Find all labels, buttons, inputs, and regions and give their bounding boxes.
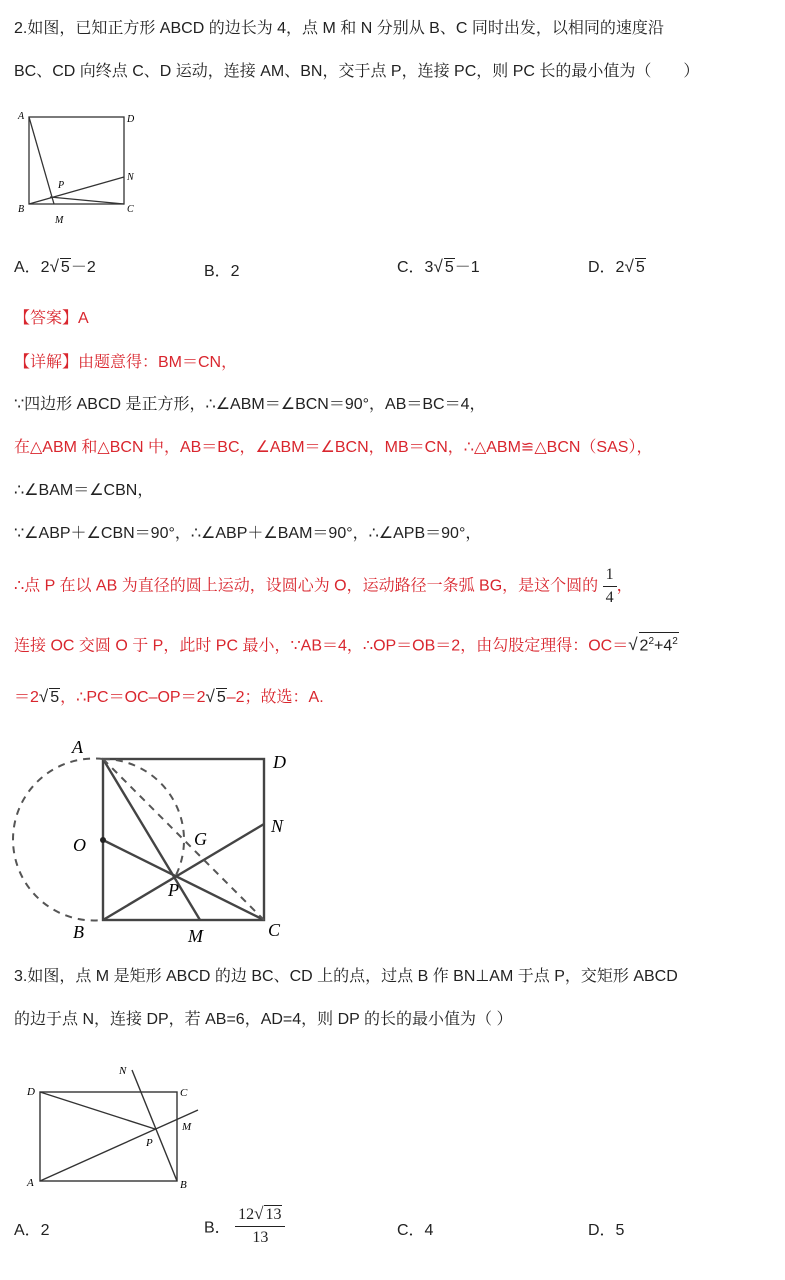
q2-fig-label-m: M [55, 215, 64, 226]
q2-option-b: B．2 [204, 263, 240, 280]
q2-answer: 【答案】A [14, 310, 89, 327]
q2-stem-line1: 2.如图，已知正方形 ABCD 的边长为 4，点 M 和 N 分别从 B、C 同时出发，以相同的速度沿 [14, 20, 664, 37]
q3-stem-line1: 3.如图，点 M 是矩形 ABCD 的边 BC、CD 上的点，过点 B 作 BN⊥AM 于点 P，交矩形 ABCD [14, 968, 678, 985]
q3-fig-label-n: N [119, 1065, 127, 1077]
center-o-dot [100, 837, 106, 843]
q3-fig-label-m: M [182, 1121, 192, 1133]
q2-fig2-label-a: A [72, 737, 83, 757]
q2-detail-line4: ∴∠BAM＝∠CBN， [14, 482, 154, 499]
q3-fig-label-a: A [27, 1177, 34, 1189]
q2-option-d: D．2√ 5 [588, 257, 645, 276]
q3-fig-label-c: C [180, 1087, 188, 1099]
q3-option-a: A．2 [14, 1222, 50, 1239]
q2-fig-label-p: P [58, 180, 65, 191]
q3-option-d: D．5 [588, 1222, 625, 1239]
q2-detail-line6: ∴点 P 在以 AB 为直径的圆上运动，设圆心为 O，运动路径一条弧 BG，是这个圆的 $\frac{1}{4}$ ， [14, 564, 633, 609]
q2-solution-figure [0, 728, 320, 950]
q2-option-c: C．3√ 5－1 [397, 257, 480, 276]
q2-fig-label-a: A [18, 111, 25, 122]
q2-fig2-label-m: M [188, 926, 203, 946]
q2-figure-small [10, 100, 140, 230]
q3-option-b: B． $\frac{12√ 13}{13}$ [204, 1203, 285, 1249]
q2-fig2-label-b: B [73, 922, 84, 942]
q3-fig-label-d: D [27, 1086, 35, 1098]
fraction-12root13-over-13: $\frac{12√ 13}{13}$ [235, 1203, 285, 1249]
q2-fig2-label-c: C [268, 920, 281, 940]
q2-detail-line1: 【详解】由题意得：BM＝CN， [14, 354, 238, 371]
q2-detail-line5: ∵∠ABP＋∠CBN＝90°，∴∠ABP＋∠BAM＝90°，∴∠APB＝90°， [14, 525, 482, 542]
q2-detail-line3: 在△ABM 和△BCN 中，AB＝BC，∠ABM＝∠BCN，MB＝CN，∴△ABM≌△BCN（SAS）， [14, 439, 653, 456]
q2-fig2-label-g: G [194, 829, 207, 849]
q2-fig-label-n: N [127, 172, 134, 183]
q2-detail-line7: 连接 OC 交圆 O 于 P，此时 PC 最小，∵AB＝4，∴OP＝OB＝2，由勾股定理得：OC＝√ $2^2+4^2$ [14, 632, 679, 657]
q3-fig-label-p: P [146, 1137, 153, 1149]
q3-fig-label-b: B [180, 1179, 187, 1191]
q2-detail-line8: ＝2√ 5，∴PC＝OC–OP＝2√ 5–2；故选：A. [14, 687, 324, 706]
q3-figure [10, 1058, 210, 1198]
q2-detail-line2: ∵四边形 ABCD 是正方形，∴∠ABM＝∠BCN＝90°，AB＝BC＝4， [14, 396, 486, 413]
q2-fig-label-d: D [127, 114, 135, 125]
q2-fig2-label-n: N [271, 816, 284, 836]
q2-fig2-label-d: D [273, 752, 286, 772]
fraction-one-quarter: $\frac{1}{4}$ [603, 564, 617, 609]
q2-fig-label-c: C [127, 204, 134, 215]
q3-option-c: C．4 [397, 1222, 434, 1239]
q2-fig2-label-o: O [73, 835, 86, 855]
q3-stem-line2: 的边于点 N，连接 DP，若 AB=6，AD=4，则 DP 的长的最小值为（ ） [14, 1011, 513, 1028]
q2-fig-label-b: B [18, 204, 25, 215]
q2-stem-line2: BC、CD 向终点 C、D 运动，连接 AM、BN，交于点 P，连接 PC，则 PC 长的最小值为（ ） [14, 63, 700, 80]
q2-fig2-label-p: P [168, 880, 179, 900]
q2-option-a: A．2√ 5－2 [14, 257, 96, 276]
